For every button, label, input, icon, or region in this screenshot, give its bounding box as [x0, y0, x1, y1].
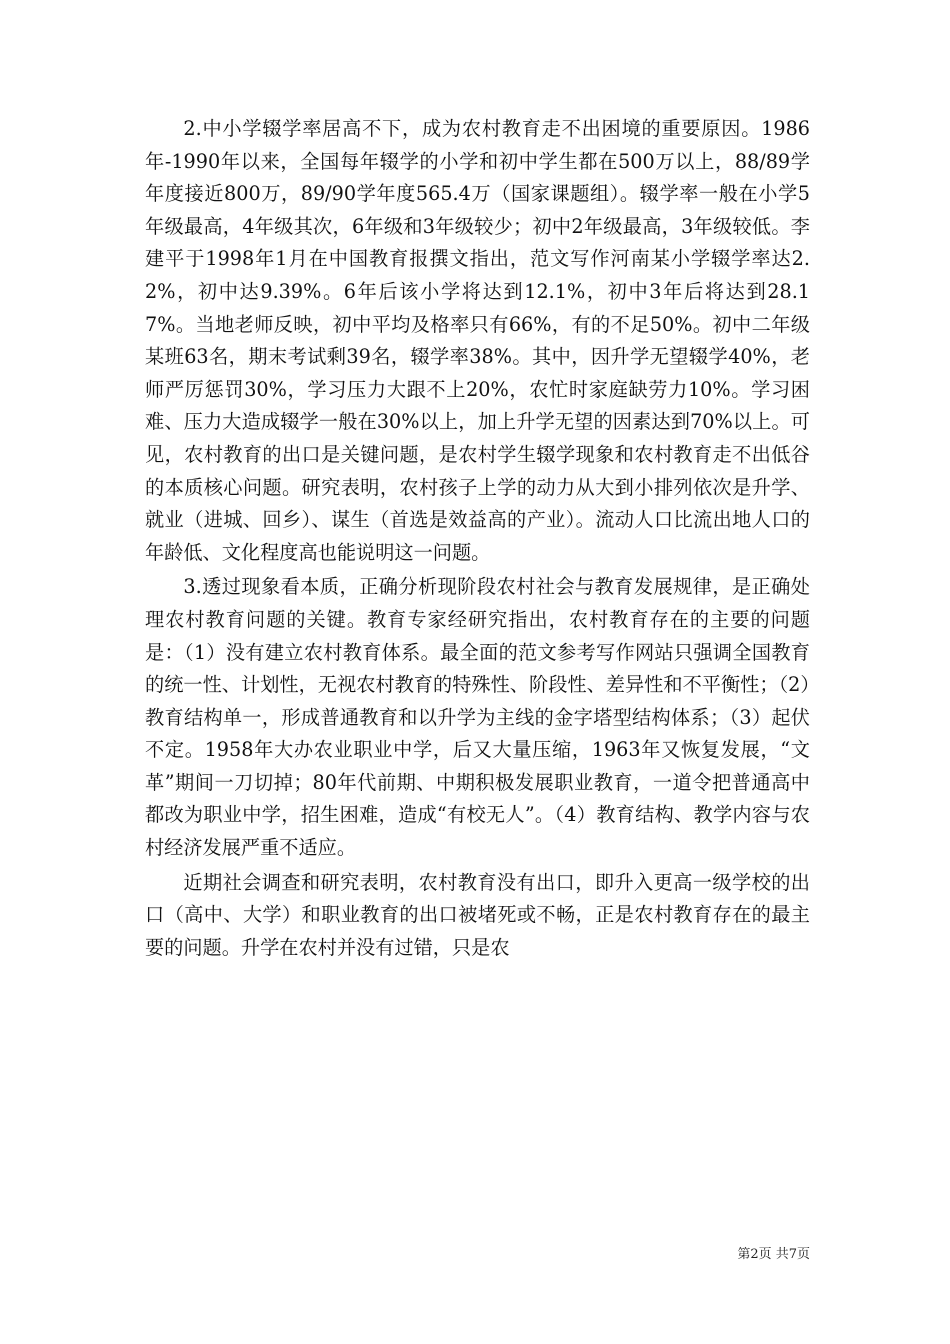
paragraph-dropout-rate: 2.中小学辍学率居高不下，成为农村教育走不出困境的重要原因。1986年-1990年以来，全国每年辍学的小学和初中学生都在500万以上，88/89学年度接近800万，89/90学年度565.4万（国家课题组）。辍学率一般在小学5年级最高，4年级其次，6年级和3年级较少；初中2年级最高，3年级较低。李建平于1998年1月在中国教育报撰文指出，范文写作河南某小学辍学率达2.2%，初中达9.39%。6年后该小学将达到12.1%，初中3年后将达到28.17%。当地老师反映，初中平均及格率只有66%，有的不足50%。初中二年级某班63名，期末考试剩39名，辍学率38%。其中，因升学无望辍学40%，老师严厉惩罚30%，学习压力大跟不上20%，农忙时家庭缺劳力10%。学习困难、压力大造成辍学一般在30%以上，加上升学无望的因素达到70%以上。可见，农村教育的出口是关键问题，是农村学生辍学现象和农村教育走不出低谷的本质核心问题。研究表明，农村孩子上学的动力从大到小排列依次是升学、就业（进城、回乡）、谋生（首选是效益高的产业）。流动人口比流出地人口的年龄低、文化程度高也能说明这一问题。: [145, 117, 810, 564]
document-body: [145, 113, 810, 964]
paragraph-recent-survey: 近期社会调查和研究表明，农村教育没有出口，即升入更高一级学校的出口（高中、大学）和职业教育的出口被堵死或不畅，正是农村教育存在的最主要的问题。升学在农村并没有过错，只是农: [145, 870, 810, 959]
paragraph-essence-analysis: 3.透过现象看本质，正确分析现阶段农村社会与教育发展规律，是正确处理农村教育问题的关键。教育专家经研究指出，农村教育存在的主要的问题是：（1）没有建立农村教育体系。最全面的范文参考写作网站只强调全国教育的统一性、计划性，无视农村教育的特殊性、阶段性、差异性和不平衡性；（2）教育结构单一，形成普通教育和以升学为主线的金字塔型结构体系；（3）起伏不定。1958年大办农业职业中学，后又大量压缩，1963年又恢复发展，“文革”期间一刀切掉；80年代前期、中期积极发展职业教育，一道令把普通高中都改为职业中学，招生困难，造成“有校无人”。（4）教育结构、教学内容与农村经济发展严重不适应。: [145, 575, 810, 860]
page-number-footer: 第2页 共7页: [737, 1247, 810, 1262]
